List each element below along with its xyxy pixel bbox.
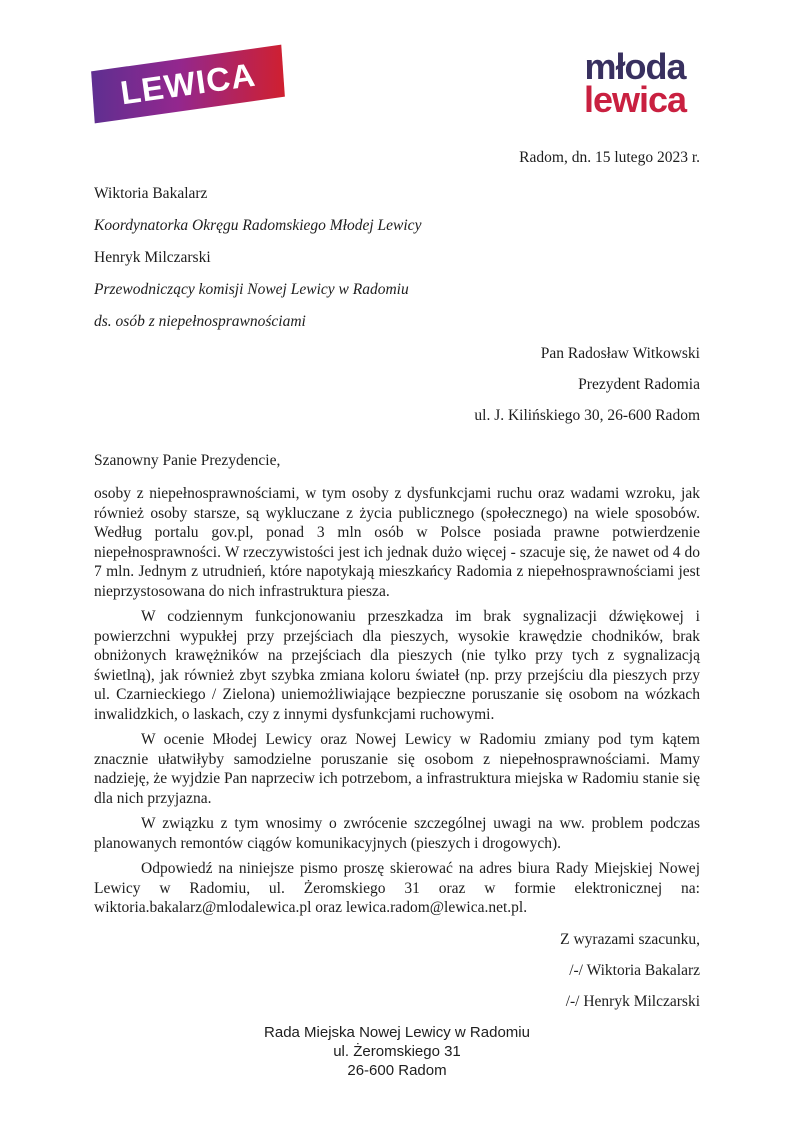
signature-1: /-/ Wiktoria Bakalarz	[569, 961, 700, 979]
sender-name-2: Henryk Milczarski	[94, 249, 211, 266]
recipient-block	[94, 344, 700, 426]
body-paragraph-3: W ocenie Młodej Lewicy oraz Nowej Lewicy w Radomiu zmiany pod tym kątem znacznie ułatwiłyby samodzielne poruszanie się osobom z niepełnosprawnościami. Mamy nadzieję, że wyjdzie Pan naprzeciw ich potrzebom, a infrastruktura miejska w Radomiu stanie się dla nich przyjazna.	[94, 731, 700, 807]
recipient-title: Prezydent Radomia	[578, 376, 700, 393]
lewica-logo-text: LEWICA	[117, 55, 258, 112]
sender-title-2b: ds. osób z niepełnosprawnościami	[94, 313, 306, 330]
sender-title-1: Koordynatorka Okręgu Radomskiego Młodej Lewicy	[94, 217, 422, 234]
letter-content	[94, 148, 700, 1080]
closing-phrase: Z wyrazami szacunku,	[560, 930, 700, 948]
body-paragraph-2: W codziennym funkcjonowaniu przeszkadza im brak sygnalizacji dźwiękowej i powierzchni wypukłej przy przejściach dla pieszych, wysokie krawędzie chodników, brak obniżonych krawężników na przejściach dla pieszych (nie tylko przy tych z sygnalizacją świetlną), jak również zbyt szybka zmiana koloru świateł (np. przy przejściu dla pieszych przy ul. Czarnieckiego / Zielona) uniemożliwiające bezpieczne poruszanie się osobom na wózkach inwalidzkich, o laskach, czy z innymi dysfunkcjami ruchowymi.	[94, 608, 700, 723]
sender-title-2a: Przewodniczący komisji Nowej Lewicy w Radomiu	[94, 281, 409, 298]
signature-2: /-/ Henryk Milczarski	[565, 992, 700, 1010]
sender-block	[94, 184, 700, 332]
footer-org: Rada Miejska Nowej Lewicy w Radomiu	[264, 1023, 530, 1041]
date-line: Radom, dn. 15 lutego 2023 r.	[519, 149, 700, 166]
recipient-name: Pan Radosław Witkowski	[540, 345, 700, 362]
lewica-logo-badge	[91, 45, 285, 124]
mloda-lewica-logo-line2: lewica	[583, 79, 687, 121]
body-paragraph-1: osoby z niepełnosprawnościami, w tym osoby z dysfunkcjami ruchu oraz wadami wzroku, jak również osoby starsze, są wykluczane z życia publicznego (społecznego) na wiele sposobów. Według portalu gov.pl, ponad 3 mln osób w Polsce posiada prawne potwierdzenie niepełnosprawności. W rzeczywistości jest ich jednak dużo więcej - szacuje się, że nawet od 4 do 7 mln. Jednym z utrudnień, które napotykają mieszkańcy Radomia z niepełnosprawnościami jest nieprzystosowana do nich infrastruktura piesza.	[94, 485, 700, 600]
salutation: Szanowny Panie Prezydencie,	[94, 452, 281, 469]
sender-name-1: Wiktoria Bakalarz	[94, 185, 208, 202]
mloda-lewica-logo-line1: młoda	[584, 46, 686, 87]
mloda-lewica-logo	[552, 46, 718, 121]
body-paragraph-5: Odpowiedź na niniejsze pismo proszę skierować na adres biura Rady Miejskiej Nowej Lewicy w Radomiu, ul. Żeromskiego 31 oraz w formie elektronicznej na: wiktoria.bakalarz@mlodalewica.pl oraz lewica.radom@lewica.net.pl.	[94, 860, 700, 916]
footer-street: ul. Żeromskiego 31	[333, 1042, 461, 1060]
recipient-address: ul. J. Kilińskiego 30, 26-600 Radom	[474, 407, 700, 424]
footer-city: 26-600 Radom	[347, 1061, 447, 1079]
body-paragraph-4: W związku z tym wnosimy o zwrócenie szczególnej uwagi na ww. problem podczas planowanych remontów ciągów komunikacyjnych (pieszych i drogowych).	[94, 815, 700, 852]
footer-block	[94, 1023, 700, 1080]
lewica-logo	[92, 55, 284, 112]
